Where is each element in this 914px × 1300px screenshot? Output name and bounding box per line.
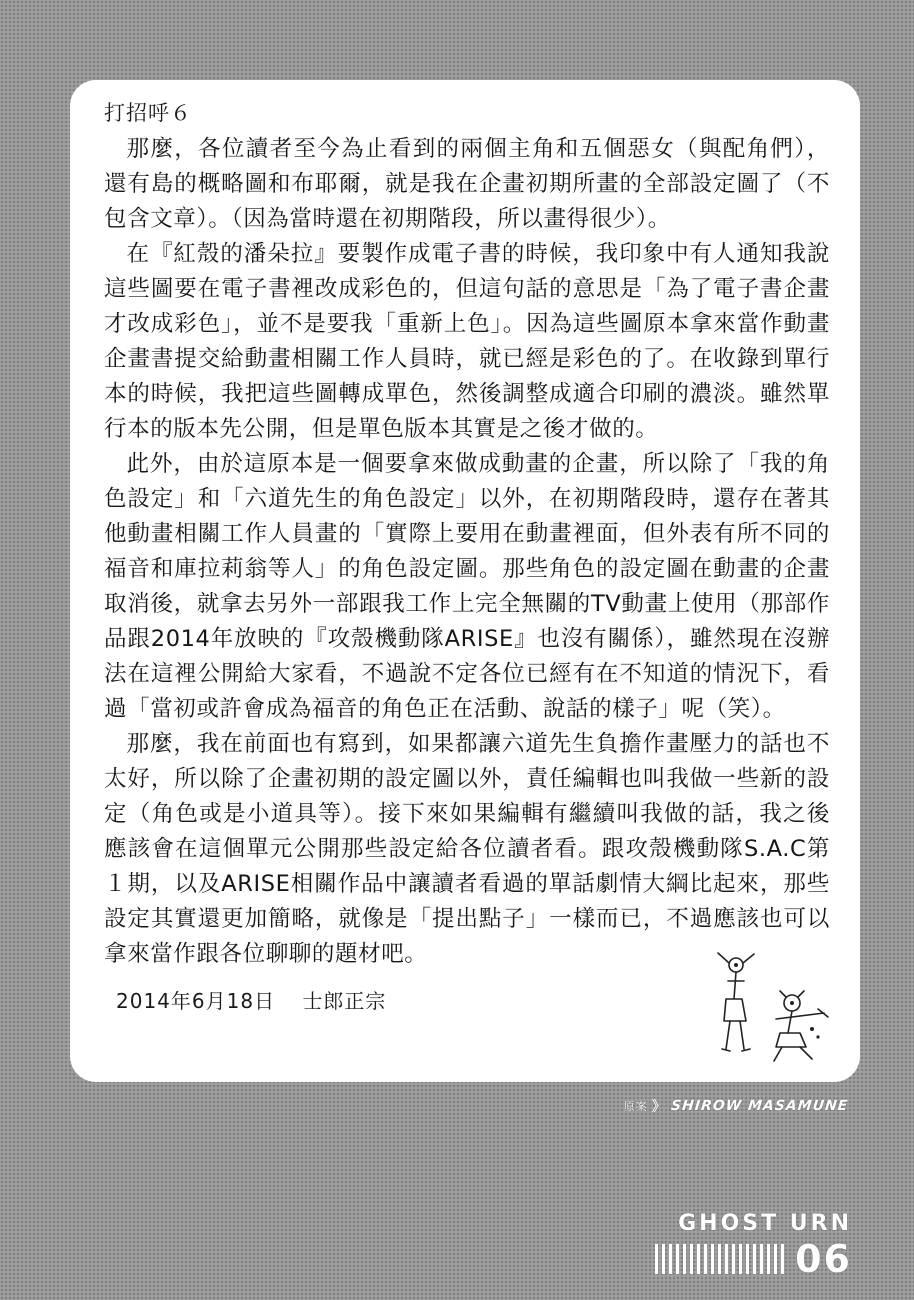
afterword-heading: 打招呼６ (104, 101, 192, 125)
series-title: GHOST URN (678, 1211, 852, 1236)
afterword-paragraph: 那麼，我在前面也有寫到，如果都讓六道先生負擔作畫壓力的話也不太好，所以除了企畫初期的設定圖以外，責任編輯也叫我做一些新的設定（角色或是小道具等）。接下來如果編輯有繼續叫我做的話，我之後應該會在這個單元公開那些設定給各位讀者看。跟攻殼機動隊S.A.C第１期，以及ARISE相關作品中讓讀者看過的單話劇情大綱比起來，那些設定其實還更加簡略，就像是「提出點子」一樣而已，不過應該也可以拿來當作跟各位聊聊的題材吧。 (104, 731, 830, 967)
signature-author: 士郎正宗 (302, 989, 387, 1013)
credit-line (624, 1096, 848, 1116)
series-volume-row (622, 1237, 852, 1281)
signature-date: 2014年6月18日 (116, 989, 276, 1013)
series-logo (622, 1211, 852, 1281)
afterword-panel (70, 80, 860, 1082)
volume-number: 06 (795, 1237, 852, 1281)
credit-role: 原案 (623, 1100, 648, 1113)
afterword-paragraph: 在『紅殼的潘朵拉』要製作成電子書的時候，我印象中有人通知我說這些圖要在電子書裡改成彩色的，但這句話的意思是「為了電子書企畫才改成彩色」，並不是要我「重新上色」。因為這些圖原本拿來當作動畫企畫書提交給動畫相關工作人員時，就已經是彩色的了。在收錄到單行本的時候，我把這些圖轉成單色，然後調整成適合印刷的濃淡。雖然單行本的版本先公開，但是單色版本其實是之後才做的。 (104, 241, 830, 442)
afterword-body (104, 132, 830, 972)
afterword-paragraph: 那麼，各位讀者至今為止看到的兩個主角和五個惡女（與配角們），還有島的概略圖和布耶爾，就是我在企畫初期所畫的全部設定圖了（不包含文章）。（因為當時還在初期階段，所以畫得很少）。 (104, 136, 830, 232)
credit-name: SHIROW MASAMUNE (669, 1098, 849, 1114)
barcode-decoration (655, 1244, 785, 1274)
afterword-paragraph: 此外，由於這原本是一個要拿來做成動畫的企畫，所以除了「我的角色設定」和「六道先生的角色設定」以外，在初期階段時，還存在著其他動畫相關工作人員畫的「實際上要用在動畫裡面，但外表有所不同的福音和庫拉莉翁等人」的角色設定圖。那些角色的設定圖在動畫的企畫取消後，就拿去另外一部跟我工作上完全無關的TV動畫上使用（那部作品跟2014年放映的『攻殼機動隊ARISE』也沒有關係），雖然現在沒辦法在這裡公開給大家看，不過說不定各位已經有在不知道的情況下，看過「當初或許會成為福音的角色正在活動、說話的樣子」呢（笑）。 (104, 451, 830, 722)
character-doodle (706, 951, 836, 1066)
credit-separator: 》 (651, 1099, 667, 1115)
